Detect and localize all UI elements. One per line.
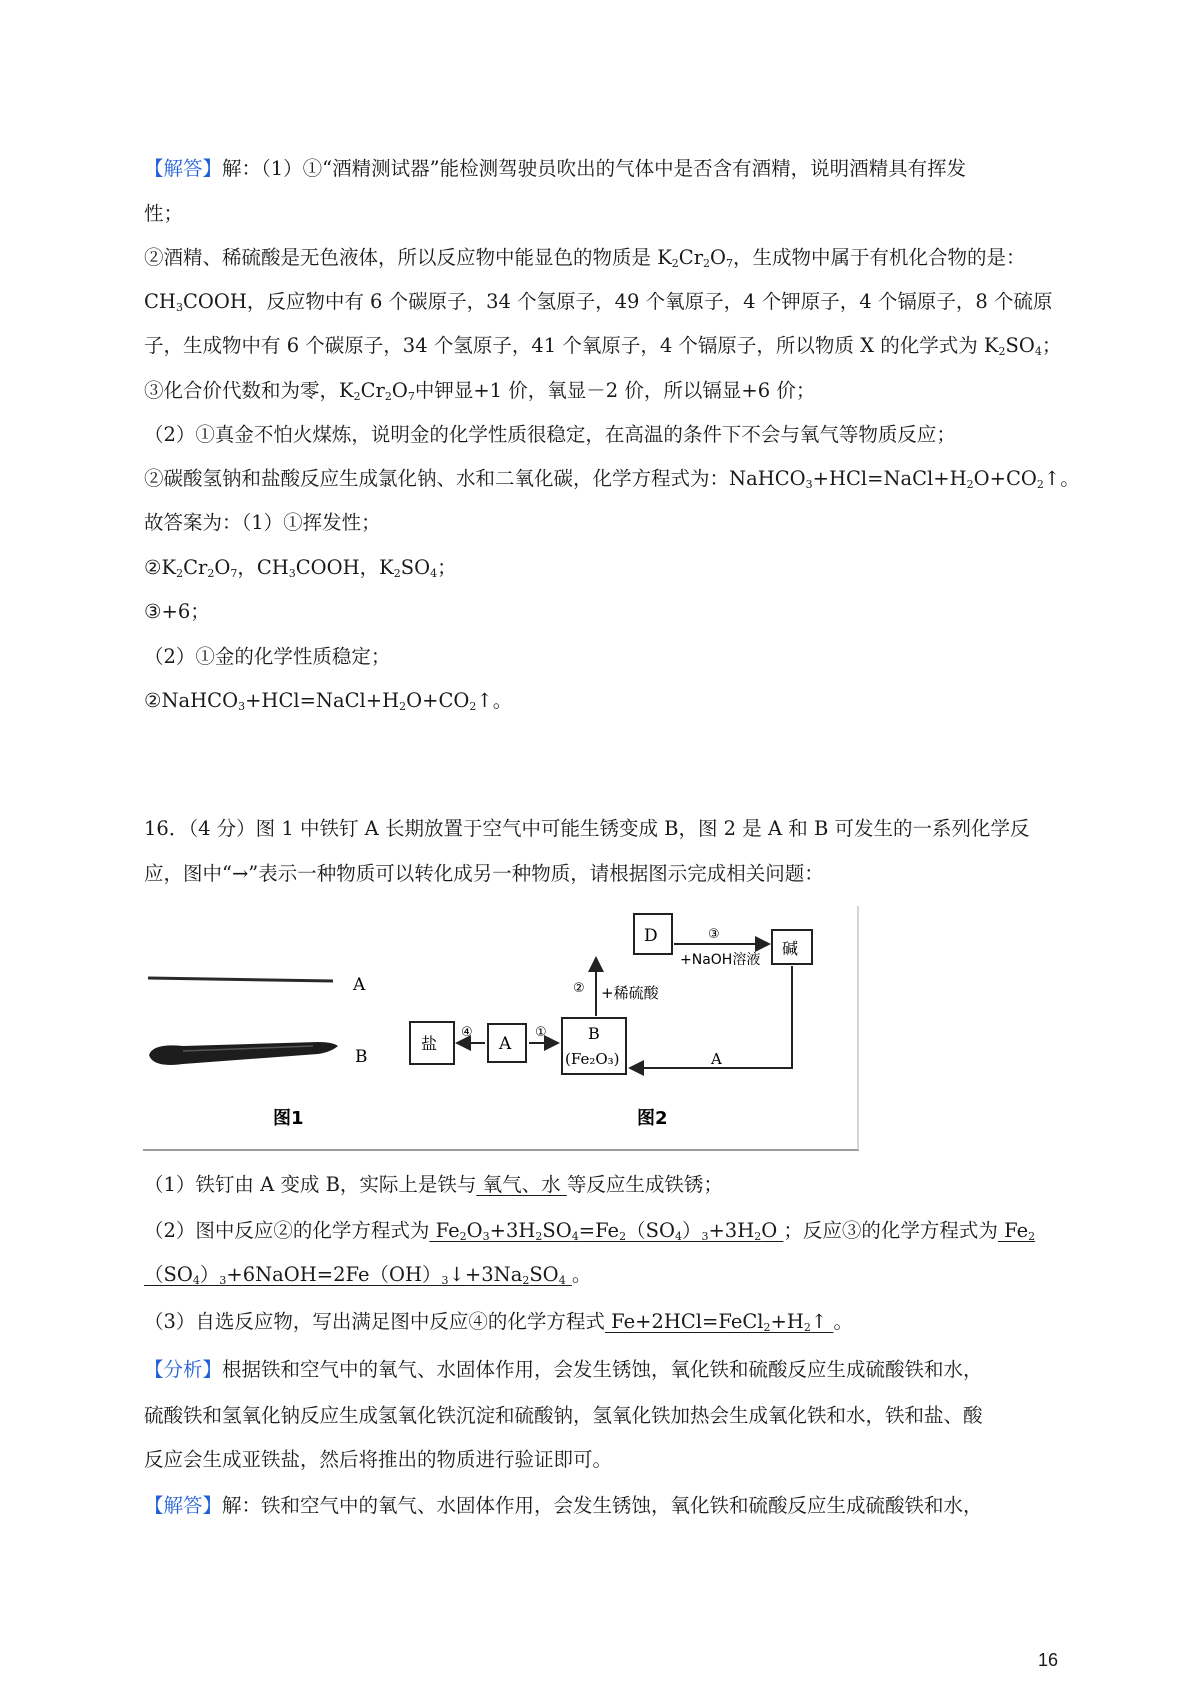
- step-1-label: ①: [535, 1025, 547, 1040]
- analysis-tag: 【分析】: [144, 1358, 223, 1381]
- answer-line-12: （2）①金的化学性质稳定；: [144, 645, 391, 668]
- answer-line-9: 故答案为：（1）①挥发性；: [144, 511, 381, 534]
- answer-line-7: （2）①真金不怕火煤炼，说明金的化学性质很稳定，在高温的条件下不会与氧气等物质反应；: [144, 423, 956, 446]
- nail-b-label: B: [355, 1047, 368, 1067]
- answer-line-11: ③+6；: [144, 600, 210, 623]
- box-b-formula: (Fe₂O₃): [565, 1050, 620, 1068]
- analysis-line-3: 反应会生成亚铁盐，然后将推出的物质进行验证即可。: [144, 1448, 613, 1471]
- analysis-line-2: 硫酸铁和氢氧化钠反应生成氢氧化铁沉淀和硫酸钠，氢氧化铁加热会生成氧化铁和水，铁和盐、酸: [144, 1404, 983, 1427]
- figure-2-caption: 图2: [637, 1108, 668, 1129]
- answer-tag: 【解答】: [144, 157, 223, 180]
- answer-line-1: 【解答】解：（1）①“酒精测试器”能检测驾驶员吹出的气体中是否含有酒精，说明酒精具有挥发: [144, 157, 967, 180]
- part-2-answer-1: $Fe_2O_3+3H_2SO_4=Fe_2(SO_4)_3+3H_2O$: [429, 1219, 784, 1243]
- answer-line-8: ②碳酸氢钠和盐酸反应生成氯化钠、水和二氧化碳，化学方程式为：$NaHCO_3+HCl=NaCl+H_2O+CO_2↑$。: [144, 467, 1080, 491]
- reagent-3-label: +NaOH溶液: [680, 952, 761, 968]
- question-16-part-1: （1）铁钉由 A 变成 B，实际上是铁与 氧气、水 等反应生成铁锈；: [144, 1173, 723, 1196]
- answer-line-3: ②酒精、稀硫酸是无色液体，所以反应物中能显色的物质是 $K_2Cr_2O_7$，生成物中属于有机化合物的是：: [144, 246, 1026, 270]
- question-16-line-1: 16．（4 分）图 1 中铁钉 A 长期放置于空气中可能生锈变成 B，图 2 是 A 和 B 可发生的一系列化学反: [144, 817, 1030, 840]
- answer2-tag: 【解答】: [144, 1494, 223, 1517]
- nail-a-label: A: [353, 975, 366, 995]
- return-label: A: [711, 1050, 722, 1068]
- step-2-label: ②: [573, 981, 585, 996]
- part-2-answer-2-end: $(SO_4)_3+6NaOH=2Fe(OH)_3↓+3Na_2SO_4$: [144, 1263, 566, 1287]
- answer2-line-1: 【解答】解：铁和空气中的氧气、水固体作用，会发生锈蚀，氧化铁和硫酸反应生成硫酸铁和水，: [144, 1494, 983, 1517]
- box-salt-label: 盐: [421, 1034, 438, 1053]
- box-base-label: 碱: [782, 939, 799, 958]
- step-3-label: ③: [708, 927, 720, 942]
- question-16-part-3: （3）自选反应物，写出满足图中反应④的化学方程式 $Fe+2HCl=FeCl_2+H_2↑$ 。: [144, 1310, 853, 1334]
- answer-line-6: ③化合价代数和为零，$K_2Cr_2O_7$中钾显+1 价，氧显－2 价，所以镉显+6 价；: [144, 379, 816, 403]
- figure-1-caption: 图1: [273, 1108, 304, 1129]
- part-3-answer: $Fe+2HCl=FeCl_2+H_2↑$: [604, 1310, 834, 1334]
- box-d-label: D: [644, 926, 658, 946]
- page-number: 16: [1038, 1650, 1059, 1670]
- answer-line-4: $CH_3COOH$，反应物中有 6 个碳原子，34 个氢原子，49 个氧原子，4 个钾原子，4 个镉原子，8 个硫原: [144, 290, 1053, 314]
- answer-line-5: 子，生成物中有 6 个碳原子，34 个氢原子，41 个氧原子，4 个镉原子，所以物质 X 的化学式为 $K_2SO_4$；: [144, 334, 1062, 358]
- analysis-line-1: 【分析】根据铁和空气中的氧气、水固体作用，会发生锈蚀，氧化铁和硫酸反应生成硫酸铁和水，: [144, 1358, 983, 1381]
- figure-frame: [143, 906, 859, 1151]
- answer-line-2: 性；: [144, 202, 184, 225]
- step-4-label: ④: [461, 1025, 473, 1040]
- answer-line-13: $②NaHCO_3+HCl=NaCl+H_2O+CO_2↑$。: [144, 689, 513, 713]
- box-a-label: A: [499, 1034, 512, 1054]
- part-2-answer-2-start: $Fe_2$: [997, 1219, 1036, 1243]
- part-1-answer: 氧气、水: [476, 1173, 567, 1196]
- box-b-label: B: [588, 1024, 600, 1043]
- question-16-part-2-cont: $(SO_4)_3+6NaOH=2Fe(OH)_3↓+3Na_2SO_4$ 。: [144, 1263, 592, 1287]
- question-16-line-2: 应，图中“→”表示一种物质可以转化成另一种物质，请根据图示完成相关问题：: [144, 862, 824, 885]
- reagent-2-label: +稀硫酸: [601, 984, 659, 1002]
- question-16-figure: [143, 906, 859, 1151]
- answer-line-10: $②K_2Cr_2O_7$，$CH_3COOH$，$K_2SO_4$；: [144, 556, 457, 580]
- question-16-part-2: （2）图中反应②的化学方程式为 $Fe_2O_3+3H_2SO_4=Fe_2(SO_4)_3+3H_2O$ ；反应③的化学方程式为 $Fe_2$: [144, 1219, 1036, 1243]
